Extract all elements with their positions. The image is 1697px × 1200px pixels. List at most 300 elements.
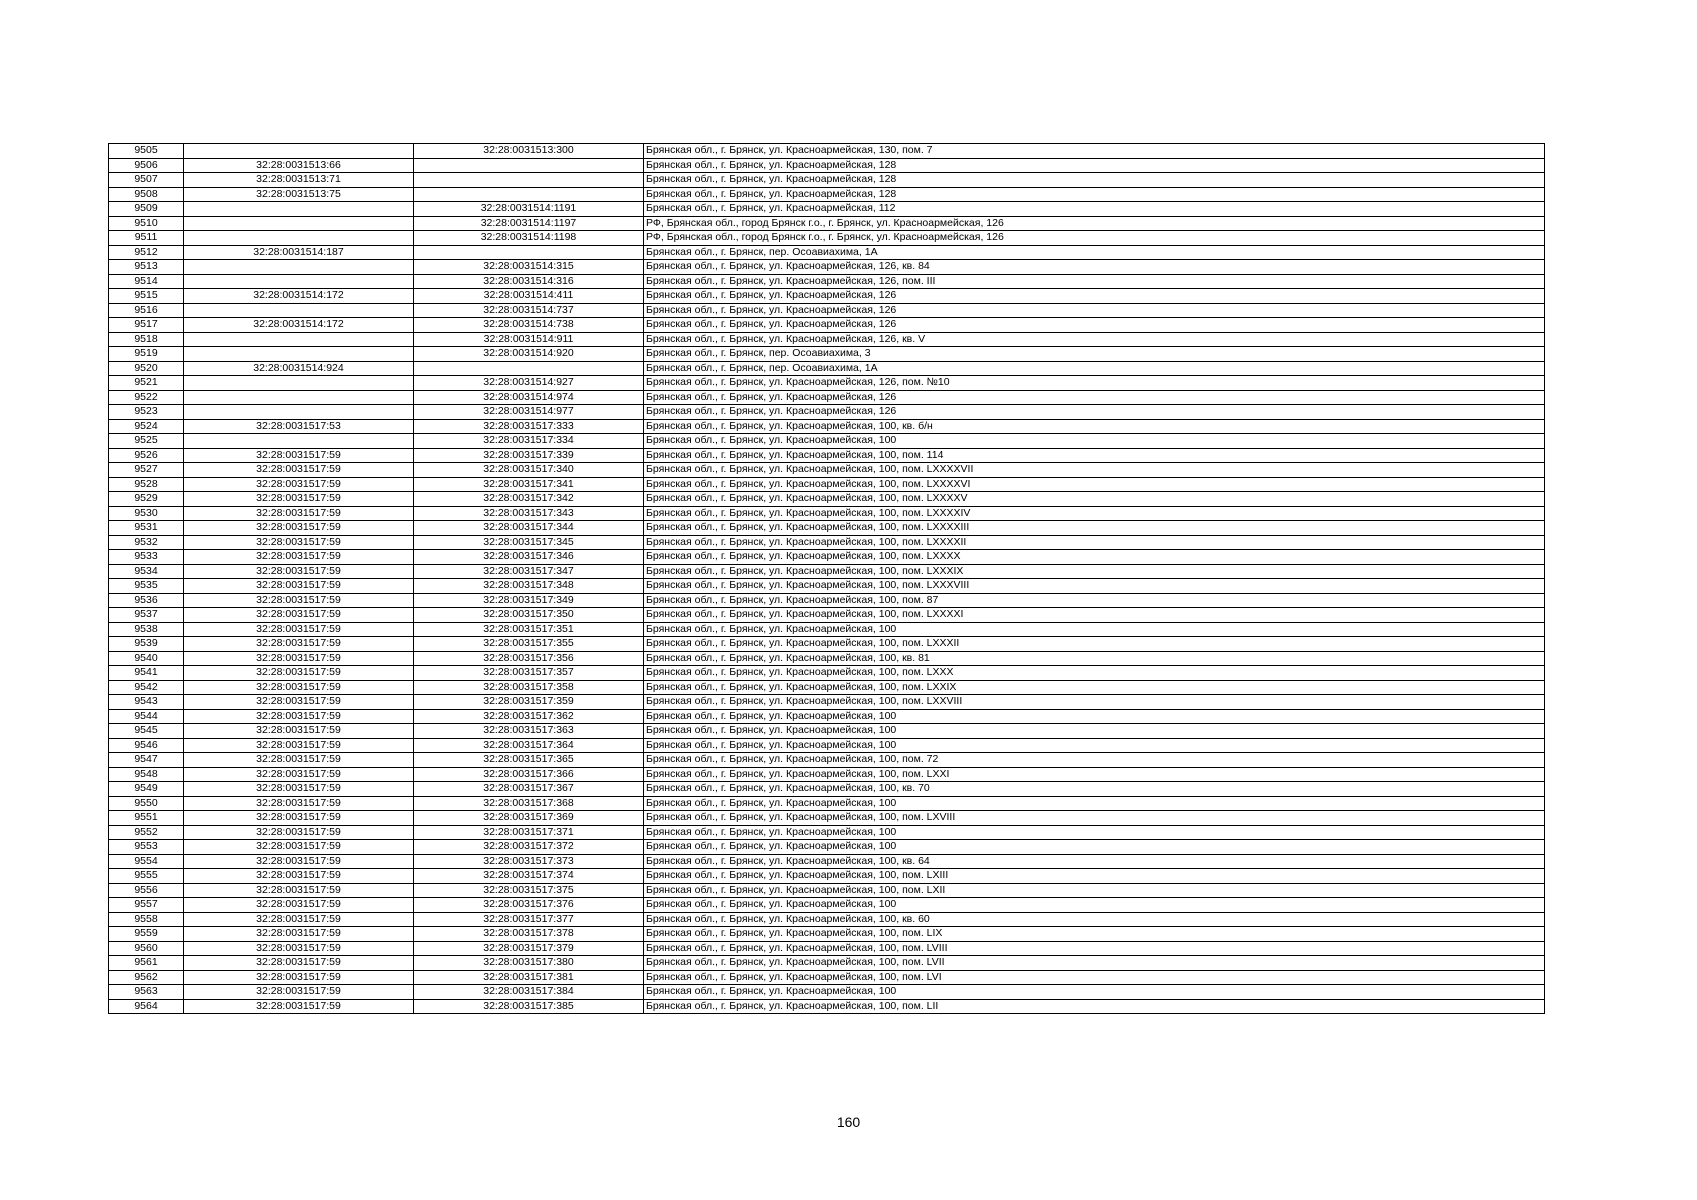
cadastral-number-cell: 32:28:0031517:349 xyxy=(414,593,644,608)
row-number-cell: 9553 xyxy=(109,840,184,855)
row-number-cell: 9559 xyxy=(109,927,184,942)
parent-cadastral-number-cell: 32:28:0031517:59 xyxy=(184,753,414,768)
cadastral-number-cell: 32:28:0031514:411 xyxy=(414,289,644,304)
parent-cadastral-number-cell xyxy=(184,202,414,217)
table-row xyxy=(109,854,1545,869)
address-cell: Брянская обл., г. Брянск, ул. Красноармейская, 100, пом. LXII xyxy=(644,883,1545,898)
address-cell: Брянская обл., г. Брянск, ул. Красноармейская, 100, пом. LXXXXV xyxy=(644,492,1545,507)
row-number-cell: 9556 xyxy=(109,883,184,898)
table-row xyxy=(109,970,1545,985)
address-cell: Брянская обл., г. Брянск, ул. Красноармейская, 100, пом. LXXXVIII xyxy=(644,579,1545,594)
cadastral-number-cell: 32:28:0031517:351 xyxy=(414,622,644,637)
address-cell: Брянская обл., г. Брянск, ул. Красноармейская, 100, пом. 72 xyxy=(644,753,1545,768)
table-row xyxy=(109,158,1545,173)
parent-cadastral-number-cell xyxy=(184,390,414,405)
cadastral-number-cell: 32:28:0031517:339 xyxy=(414,448,644,463)
cadastral-number-cell: 32:28:0031514:315 xyxy=(414,260,644,275)
address-cell: Брянская обл., г. Брянск, ул. Красноармейская, 100 xyxy=(644,724,1545,739)
row-number-cell: 9548 xyxy=(109,767,184,782)
parent-cadastral-number-cell: 32:28:0031517:59 xyxy=(184,883,414,898)
parent-cadastral-number-cell: 32:28:0031513:71 xyxy=(184,173,414,188)
parent-cadastral-number-cell xyxy=(184,405,414,420)
cadastral-number-cell: 32:28:0031517:340 xyxy=(414,463,644,478)
table-row xyxy=(109,419,1545,434)
table-row xyxy=(109,260,1545,275)
cadastral-number-cell: 32:28:0031517:345 xyxy=(414,535,644,550)
address-cell: Брянская обл., г. Брянск, ул. Красноармейская, 100 xyxy=(644,840,1545,855)
address-cell: Брянская обл., г. Брянск, пер. Осоавиахима, 3 xyxy=(644,347,1545,362)
cadastral-number-cell: 32:28:0031517:373 xyxy=(414,854,644,869)
address-cell: Брянская обл., г. Брянск, ул. Красноармейская, 100, кв. 70 xyxy=(644,782,1545,797)
row-number-cell: 9555 xyxy=(109,869,184,884)
parent-cadastral-number-cell: 32:28:0031517:59 xyxy=(184,840,414,855)
parent-cadastral-number-cell: 32:28:0031517:59 xyxy=(184,869,414,884)
row-number-cell: 9522 xyxy=(109,390,184,405)
table-row xyxy=(109,927,1545,942)
address-cell: Брянская обл., г. Брянск, ул. Красноармейская, 100, пом. LXXVIII xyxy=(644,695,1545,710)
table-row xyxy=(109,956,1545,971)
cadastral-number-cell: 32:28:0031514:1198 xyxy=(414,231,644,246)
address-cell: Брянская обл., г. Брянск, ул. Красноармейская, 100 xyxy=(644,738,1545,753)
cadastral-number-cell: 32:28:0031517:348 xyxy=(414,579,644,594)
row-number-cell: 9505 xyxy=(109,144,184,159)
row-number-cell: 9557 xyxy=(109,898,184,913)
table-row xyxy=(109,506,1545,521)
table-row xyxy=(109,303,1545,318)
table-row xyxy=(109,564,1545,579)
row-number-cell: 9530 xyxy=(109,506,184,521)
table-row xyxy=(109,941,1545,956)
parent-cadastral-number-cell: 32:28:0031517:59 xyxy=(184,463,414,478)
row-number-cell: 9513 xyxy=(109,260,184,275)
cadastral-number-cell: 32:28:0031517:378 xyxy=(414,927,644,942)
row-number-cell: 9544 xyxy=(109,709,184,724)
row-number-cell: 9526 xyxy=(109,448,184,463)
address-cell: Брянская обл., г. Брянск, ул. Красноармейская, 100 xyxy=(644,825,1545,840)
table-row xyxy=(109,216,1545,231)
address-cell: Брянская обл., г. Брянск, ул. Красноармейская, 126 xyxy=(644,303,1545,318)
parent-cadastral-number-cell: 32:28:0031517:59 xyxy=(184,767,414,782)
parent-cadastral-number-cell: 32:28:0031517:59 xyxy=(184,608,414,623)
parent-cadastral-number-cell xyxy=(184,260,414,275)
table-row xyxy=(109,651,1545,666)
table-row xyxy=(109,187,1545,202)
row-number-cell: 9525 xyxy=(109,434,184,449)
page-number: 160 xyxy=(836,1114,861,1130)
cadastral-number-cell: 32:28:0031517:384 xyxy=(414,985,644,1000)
address-cell: Брянская обл., г. Брянск, ул. Красноармейская, 100 xyxy=(644,622,1545,637)
row-number-cell: 9527 xyxy=(109,463,184,478)
cadastral-number-cell: 32:28:0031514:738 xyxy=(414,318,644,333)
cadastral-number-cell: 32:28:0031517:347 xyxy=(414,564,644,579)
address-cell: Брянская обл., г. Брянск, ул. Красноармейская, 100, пом. LXXI xyxy=(644,767,1545,782)
row-number-cell: 9546 xyxy=(109,738,184,753)
address-cell: Брянская обл., г. Брянск, ул. Красноармейская, 100, пом. LXXXXVI xyxy=(644,477,1545,492)
table-row xyxy=(109,231,1545,246)
address-cell: Брянская обл., г. Брянск, ул. Красноармейская, 100, пом. LVII xyxy=(644,956,1545,971)
cadastral-number-cell: 32:28:0031517:381 xyxy=(414,970,644,985)
parent-cadastral-number-cell: 32:28:0031517:59 xyxy=(184,579,414,594)
address-cell: Брянская обл., г. Брянск, ул. Красноармейская, 126 xyxy=(644,390,1545,405)
address-cell: Брянская обл., г. Брянск, пер. Осоавиахима, 1А xyxy=(644,361,1545,376)
row-number-cell: 9537 xyxy=(109,608,184,623)
row-number-cell: 9515 xyxy=(109,289,184,304)
parent-cadastral-number-cell: 32:28:0031517:59 xyxy=(184,448,414,463)
table-row xyxy=(109,622,1545,637)
table-row xyxy=(109,492,1545,507)
row-number-cell: 9539 xyxy=(109,637,184,652)
row-number-cell: 9540 xyxy=(109,651,184,666)
cadastral-number-cell: 32:28:0031514:316 xyxy=(414,274,644,289)
cadastral-number-cell: 32:28:0031517:333 xyxy=(414,419,644,434)
cadastral-number-cell: 32:28:0031517:355 xyxy=(414,637,644,652)
parent-cadastral-number-cell: 32:28:0031517:59 xyxy=(184,695,414,710)
cadastral-number-cell: 32:28:0031517:368 xyxy=(414,796,644,811)
address-cell: Брянская обл., г. Брянск, ул. Красноармейская, 100, пом. LXIII xyxy=(644,869,1545,884)
cadastral-number-cell: 32:28:0031517:367 xyxy=(414,782,644,797)
parent-cadastral-number-cell: 32:28:0031517:59 xyxy=(184,854,414,869)
address-cell: Брянская обл., г. Брянск, ул. Красноармейская, 126 xyxy=(644,318,1545,333)
parent-cadastral-number-cell: 32:28:0031517:59 xyxy=(184,477,414,492)
address-cell: Брянская обл., г. Брянск, ул. Красноармейская, 100, пом. LXXXX xyxy=(644,550,1545,565)
address-cell: Брянская обл., г. Брянск, ул. Красноармейская, 126, пом. №10 xyxy=(644,376,1545,391)
parent-cadastral-number-cell: 32:28:0031517:59 xyxy=(184,898,414,913)
table-row xyxy=(109,637,1545,652)
cadastral-number-cell: 32:28:0031517:362 xyxy=(414,709,644,724)
row-number-cell: 9529 xyxy=(109,492,184,507)
parent-cadastral-number-cell: 32:28:0031517:59 xyxy=(184,825,414,840)
row-number-cell: 9507 xyxy=(109,173,184,188)
cadastral-number-cell: 32:28:0031517:359 xyxy=(414,695,644,710)
cadastral-number-cell: 32:28:0031517:358 xyxy=(414,680,644,695)
table-row xyxy=(109,811,1545,826)
cadastral-number-cell xyxy=(414,245,644,260)
cadastral-number-cell: 32:28:0031517:366 xyxy=(414,767,644,782)
parent-cadastral-number-cell: 32:28:0031517:59 xyxy=(184,782,414,797)
cadastral-number-cell: 32:28:0031517:350 xyxy=(414,608,644,623)
cadastral-number-cell: 32:28:0031517:343 xyxy=(414,506,644,521)
cadastral-number-cell: 32:28:0031517:341 xyxy=(414,477,644,492)
address-cell: Брянская обл., г. Брянск, ул. Красноармейская, 128 xyxy=(644,187,1545,202)
address-cell: Брянская обл., г. Брянск, ул. Красноармейская, 100 xyxy=(644,985,1545,1000)
row-number-cell: 9516 xyxy=(109,303,184,318)
parent-cadastral-number-cell: 32:28:0031517:59 xyxy=(184,637,414,652)
cadastral-number-cell: 32:28:0031517:365 xyxy=(414,753,644,768)
table-row xyxy=(109,593,1545,608)
registry-body xyxy=(109,144,1545,1014)
table-row xyxy=(109,709,1545,724)
parent-cadastral-number-cell: 32:28:0031517:59 xyxy=(184,796,414,811)
cadastral-number-cell: 32:28:0031517:342 xyxy=(414,492,644,507)
address-cell: РФ, Брянская обл., город Брянск г.о., г. Брянск, ул. Красноармейская, 126 xyxy=(644,216,1545,231)
parent-cadastral-number-cell: 32:28:0031517:59 xyxy=(184,970,414,985)
table-row xyxy=(109,796,1545,811)
address-cell: Брянская обл., г. Брянск, ул. Красноармейская, 100, кв. б/н xyxy=(644,419,1545,434)
cadastral-number-cell xyxy=(414,187,644,202)
address-cell: Брянская обл., г. Брянск, ул. Красноармейская, 100 xyxy=(644,709,1545,724)
table-row xyxy=(109,361,1545,376)
row-number-cell: 9542 xyxy=(109,680,184,695)
table-row xyxy=(109,448,1545,463)
table-row xyxy=(109,825,1545,840)
parent-cadastral-number-cell xyxy=(184,144,414,159)
row-number-cell: 9523 xyxy=(109,405,184,420)
address-cell: Брянская обл., г. Брянск, ул. Красноармейская, 100, пом. LXXXII xyxy=(644,637,1545,652)
table-row xyxy=(109,477,1545,492)
cadastral-number-cell: 32:28:0031514:974 xyxy=(414,390,644,405)
table-row xyxy=(109,463,1545,478)
table-row xyxy=(109,999,1545,1014)
cadastral-number-cell: 32:28:0031517:380 xyxy=(414,956,644,971)
row-number-cell: 9541 xyxy=(109,666,184,681)
table-row xyxy=(109,405,1545,420)
parent-cadastral-number-cell xyxy=(184,347,414,362)
row-number-cell: 9517 xyxy=(109,318,184,333)
registry-table xyxy=(108,143,1545,1014)
cadastral-number-cell: 32:28:0031517:375 xyxy=(414,883,644,898)
parent-cadastral-number-cell: 32:28:0031514:187 xyxy=(184,245,414,260)
row-number-cell: 9551 xyxy=(109,811,184,826)
row-number-cell: 9563 xyxy=(109,985,184,1000)
row-number-cell: 9514 xyxy=(109,274,184,289)
table-row xyxy=(109,840,1545,855)
address-cell: Брянская обл., г. Брянск, ул. Красноармейская, 128 xyxy=(644,173,1545,188)
address-cell: Брянская обл., г. Брянск, ул. Красноармейская, 100, пом. LXXXXVII xyxy=(644,463,1545,478)
cadastral-number-cell: 32:28:0031514:977 xyxy=(414,405,644,420)
row-number-cell: 9558 xyxy=(109,912,184,927)
parent-cadastral-number-cell: 32:28:0031517:59 xyxy=(184,564,414,579)
row-number-cell: 9531 xyxy=(109,521,184,536)
cadastral-number-cell: 32:28:0031517:376 xyxy=(414,898,644,913)
row-number-cell: 9543 xyxy=(109,695,184,710)
cadastral-number-cell: 32:28:0031517:369 xyxy=(414,811,644,826)
table-row xyxy=(109,680,1545,695)
parent-cadastral-number-cell: 32:28:0031517:59 xyxy=(184,999,414,1014)
parent-cadastral-number-cell: 32:28:0031517:53 xyxy=(184,419,414,434)
parent-cadastral-number-cell xyxy=(184,303,414,318)
cadastral-number-cell: 32:28:0031514:927 xyxy=(414,376,644,391)
address-cell: Брянская обл., г. Брянск, ул. Красноармейская, 100, пом. LVIII xyxy=(644,941,1545,956)
address-cell: Брянская обл., г. Брянск, ул. Красноармейская, 130, пом. 7 xyxy=(644,144,1545,159)
address-cell: Брянская обл., г. Брянск, ул. Красноармейская, 100, пом. LXXXXII xyxy=(644,535,1545,550)
parent-cadastral-number-cell: 32:28:0031514:924 xyxy=(184,361,414,376)
parent-cadastral-number-cell: 32:28:0031517:59 xyxy=(184,709,414,724)
address-cell: Брянская обл., г. Брянск, ул. Красноармейская, 100 xyxy=(644,796,1545,811)
table-row xyxy=(109,347,1545,362)
address-cell: Брянская обл., г. Брянск, ул. Красноармейская, 100, кв. 64 xyxy=(644,854,1545,869)
cadastral-number-cell: 32:28:0031517:357 xyxy=(414,666,644,681)
table-row xyxy=(109,390,1545,405)
row-number-cell: 9518 xyxy=(109,332,184,347)
table-row xyxy=(109,738,1545,753)
row-number-cell: 9510 xyxy=(109,216,184,231)
parent-cadastral-number-cell: 32:28:0031517:59 xyxy=(184,985,414,1000)
address-cell: Брянская обл., г. Брянск, ул. Красноармейская, 100 xyxy=(644,434,1545,449)
row-number-cell: 9506 xyxy=(109,158,184,173)
parent-cadastral-number-cell: 32:28:0031514:172 xyxy=(184,318,414,333)
cadastral-number-cell: 32:28:0031514:920 xyxy=(414,347,644,362)
parent-cadastral-number-cell: 32:28:0031517:59 xyxy=(184,535,414,550)
table-row xyxy=(109,274,1545,289)
table-row xyxy=(109,318,1545,333)
cadastral-number-cell: 32:28:0031514:1191 xyxy=(414,202,644,217)
cadastral-number-cell: 32:28:0031517:379 xyxy=(414,941,644,956)
table-row xyxy=(109,695,1545,710)
parent-cadastral-number-cell: 32:28:0031513:66 xyxy=(184,158,414,173)
address-cell: Брянская обл., г. Брянск, ул. Красноармейская, 100, пом. LII xyxy=(644,999,1545,1014)
parent-cadastral-number-cell: 32:28:0031517:59 xyxy=(184,666,414,681)
cadastral-number-cell: 32:28:0031517:363 xyxy=(414,724,644,739)
row-number-cell: 9535 xyxy=(109,579,184,594)
parent-cadastral-number-cell xyxy=(184,231,414,246)
table-row xyxy=(109,289,1545,304)
row-number-cell: 9519 xyxy=(109,347,184,362)
address-cell: Брянская обл., г. Брянск, ул. Красноармейская, 100, пом. LXXIX xyxy=(644,680,1545,695)
row-number-cell: 9545 xyxy=(109,724,184,739)
parent-cadastral-number-cell xyxy=(184,332,414,347)
cadastral-number-cell: 32:28:0031514:737 xyxy=(414,303,644,318)
address-cell: Брянская обл., г. Брянск, ул. Красноармейская, 126 xyxy=(644,289,1545,304)
cadastral-number-cell: 32:28:0031517:364 xyxy=(414,738,644,753)
table-row xyxy=(109,521,1545,536)
parent-cadastral-number-cell: 32:28:0031514:172 xyxy=(184,289,414,304)
parent-cadastral-number-cell: 32:28:0031517:59 xyxy=(184,724,414,739)
parent-cadastral-number-cell: 32:28:0031517:59 xyxy=(184,912,414,927)
parent-cadastral-number-cell xyxy=(184,376,414,391)
address-cell: Брянская обл., г. Брянск, пер. Осоавиахима, 1А xyxy=(644,245,1545,260)
address-cell: Брянская обл., г. Брянск, ул. Красноармейская, 100 xyxy=(644,898,1545,913)
table-row xyxy=(109,376,1545,391)
parent-cadastral-number-cell: 32:28:0031517:59 xyxy=(184,651,414,666)
parent-cadastral-number-cell: 32:28:0031517:59 xyxy=(184,738,414,753)
table-row xyxy=(109,144,1545,159)
table-row xyxy=(109,202,1545,217)
cadastral-number-cell: 32:28:0031514:1197 xyxy=(414,216,644,231)
address-cell: Брянская обл., г. Брянск, ул. Красноармейская, 100, пом. LXXXXIV xyxy=(644,506,1545,521)
address-cell: Брянская обл., г. Брянск, ул. Красноармейская, 100, пом. LVI xyxy=(644,970,1545,985)
row-number-cell: 9521 xyxy=(109,376,184,391)
table-row xyxy=(109,608,1545,623)
table-row xyxy=(109,666,1545,681)
cadastral-number-cell: 32:28:0031517:372 xyxy=(414,840,644,855)
cadastral-number-cell: 32:28:0031517:377 xyxy=(414,912,644,927)
row-number-cell: 9560 xyxy=(109,941,184,956)
row-number-cell: 9564 xyxy=(109,999,184,1014)
address-cell: Брянская обл., г. Брянск, ул. Красноармейская, 126, кв. 84 xyxy=(644,260,1545,275)
parent-cadastral-number-cell xyxy=(184,274,414,289)
address-cell: Брянская обл., г. Брянск, ул. Красноармейская, 126, пом. III xyxy=(644,274,1545,289)
parent-cadastral-number-cell: 32:28:0031517:59 xyxy=(184,680,414,695)
table-row xyxy=(109,535,1545,550)
parent-cadastral-number-cell: 32:28:0031517:59 xyxy=(184,927,414,942)
row-number-cell: 9532 xyxy=(109,535,184,550)
cadastral-number-cell: 32:28:0031517:356 xyxy=(414,651,644,666)
address-cell: Брянская обл., г. Брянск, ул. Красноармейская, 100, пом. 87 xyxy=(644,593,1545,608)
row-number-cell: 9533 xyxy=(109,550,184,565)
table-row xyxy=(109,550,1545,565)
parent-cadastral-number-cell: 32:28:0031517:59 xyxy=(184,622,414,637)
row-number-cell: 9512 xyxy=(109,245,184,260)
cadastral-number-cell xyxy=(414,158,644,173)
table-row xyxy=(109,332,1545,347)
row-number-cell: 9547 xyxy=(109,753,184,768)
cadastral-number-cell: 32:28:0031517:334 xyxy=(414,434,644,449)
row-number-cell: 9509 xyxy=(109,202,184,217)
address-cell: Брянская обл., г. Брянск, ул. Красноармейская, 100, пом. LIX xyxy=(644,927,1545,942)
table-row xyxy=(109,434,1545,449)
address-cell: Брянская обл., г. Брянск, ул. Красноармейская, 128 xyxy=(644,158,1545,173)
cadastral-number-cell xyxy=(414,173,644,188)
cadastral-number-cell: 32:28:0031517:385 xyxy=(414,999,644,1014)
parent-cadastral-number-cell xyxy=(184,434,414,449)
parent-cadastral-number-cell: 32:28:0031517:59 xyxy=(184,593,414,608)
parent-cadastral-number-cell: 32:28:0031517:59 xyxy=(184,941,414,956)
parent-cadastral-number-cell: 32:28:0031517:59 xyxy=(184,492,414,507)
parent-cadastral-number-cell: 32:28:0031517:59 xyxy=(184,550,414,565)
address-cell: Брянская обл., г. Брянск, ул. Красноармейская, 126, кв. V xyxy=(644,332,1545,347)
table-row xyxy=(109,579,1545,594)
cadastral-number-cell: 32:28:0031513:300 xyxy=(414,144,644,159)
row-number-cell: 9562 xyxy=(109,970,184,985)
parent-cadastral-number-cell: 32:28:0031513:75 xyxy=(184,187,414,202)
row-number-cell: 9561 xyxy=(109,956,184,971)
address-cell: Брянская обл., г. Брянск, ул. Красноармейская, 100, пом. LXXXXIII xyxy=(644,521,1545,536)
cadastral-number-cell: 32:28:0031517:374 xyxy=(414,869,644,884)
table-row xyxy=(109,767,1545,782)
row-number-cell: 9511 xyxy=(109,231,184,246)
table-row xyxy=(109,883,1545,898)
address-cell: Брянская обл., г. Брянск, ул. Красноармейская, 100, пом. LXXX xyxy=(644,666,1545,681)
row-number-cell: 9549 xyxy=(109,782,184,797)
table-row xyxy=(109,782,1545,797)
row-number-cell: 9536 xyxy=(109,593,184,608)
row-number-cell: 9550 xyxy=(109,796,184,811)
address-cell: Брянская обл., г. Брянск, ул. Красноармейская, 100, пом. LXVIII xyxy=(644,811,1545,826)
address-cell: Брянская обл., г. Брянск, ул. Красноармейская, 100, кв. 60 xyxy=(644,912,1545,927)
parent-cadastral-number-cell: 32:28:0031517:59 xyxy=(184,506,414,521)
table-row xyxy=(109,173,1545,188)
address-cell: Брянская обл., г. Брянск, ул. Красноармейская, 112 xyxy=(644,202,1545,217)
row-number-cell: 9528 xyxy=(109,477,184,492)
parent-cadastral-number-cell: 32:28:0031517:59 xyxy=(184,956,414,971)
table-row xyxy=(109,869,1545,884)
row-number-cell: 9554 xyxy=(109,854,184,869)
table-row xyxy=(109,753,1545,768)
cadastral-number-cell: 32:28:0031517:344 xyxy=(414,521,644,536)
address-cell: Брянская обл., г. Брянск, ул. Красноармейская, 126 xyxy=(644,405,1545,420)
table-row xyxy=(109,985,1545,1000)
row-number-cell: 9538 xyxy=(109,622,184,637)
table-row xyxy=(109,898,1545,913)
row-number-cell: 9534 xyxy=(109,564,184,579)
row-number-cell: 9552 xyxy=(109,825,184,840)
address-cell: Брянская обл., г. Брянск, ул. Красноармейская, 100, пом. 114 xyxy=(644,448,1545,463)
address-cell: Брянская обл., г. Брянск, ул. Красноармейская, 100, пом. LXXXXI xyxy=(644,608,1545,623)
cadastral-number-cell: 32:28:0031517:371 xyxy=(414,825,644,840)
cadastral-number-cell xyxy=(414,361,644,376)
table-row xyxy=(109,912,1545,927)
row-number-cell: 9508 xyxy=(109,187,184,202)
cadastral-number-cell: 32:28:0031517:346 xyxy=(414,550,644,565)
parent-cadastral-number-cell: 32:28:0031517:59 xyxy=(184,521,414,536)
parent-cadastral-number-cell: 32:28:0031517:59 xyxy=(184,811,414,826)
address-cell: РФ, Брянская обл., город Брянск г.о., г. Брянск, ул. Красноармейская, 126 xyxy=(644,231,1545,246)
cadastral-number-cell: 32:28:0031514:911 xyxy=(414,332,644,347)
row-number-cell: 9524 xyxy=(109,419,184,434)
row-number-cell: 9520 xyxy=(109,361,184,376)
address-cell: Брянская обл., г. Брянск, ул. Красноармейская, 100, пом. LXXXIX xyxy=(644,564,1545,579)
parent-cadastral-number-cell xyxy=(184,216,414,231)
